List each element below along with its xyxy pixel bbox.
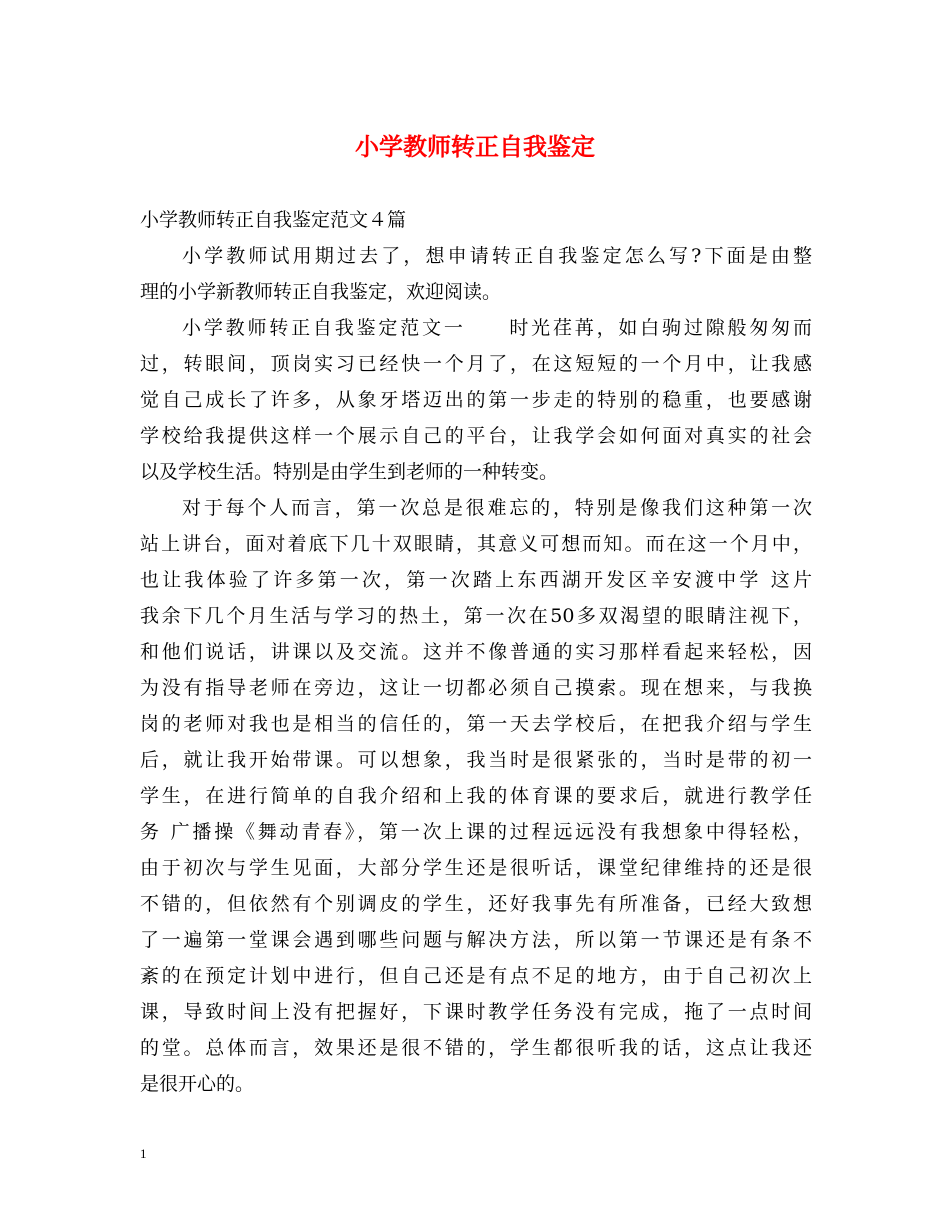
page-number: 1	[140, 1146, 147, 1161]
paragraph-line: 学生，在进行简单的自我介绍和上我的体育课的要求后，就进行教学任	[140, 785, 812, 807]
paragraph-line: 不错的，但依然有个别调皮的学生，还好我事先有所准备，已经大致想	[140, 893, 812, 915]
document-body	[140, 202, 812, 1102]
paragraph-line: 站上讲台，面对着底下几十双眼睛，其意义可想而知。而在这一个月中，	[140, 533, 812, 555]
paragraph-line: 觉自己成长了许多，从象牙塔迈出的第一步走的特别的稳重，也要感谢	[140, 389, 812, 411]
paragraph-line: 是很开心的。	[140, 1073, 255, 1095]
document-title: 小学教师转正自我鉴定	[355, 132, 595, 161]
paragraph-line: 过，转眼间，顶岗实习已经快一个月了，在这短短的一个月中，让我感	[140, 353, 812, 375]
paragraph-line: 理的小学新教师转正自我鉴定，欢迎阅读。	[140, 281, 502, 303]
paragraph-line: 的堂。总体而言，效果还是很不错的，学生都很听我的话，这点让我还	[140, 1037, 812, 1059]
paragraph-line: 课，导致时间上没有把握好，下课时教学任务没有完成，拖了一点时间	[140, 1001, 812, 1023]
paragraph-line: 岗的老师对我也是相当的信任的，第一天去学校后，在把我介绍与学生	[140, 713, 812, 735]
paragraph-line: 了一遍第一堂课会遇到哪些问题与解决方法，所以第一节课还是有条不	[140, 929, 812, 951]
paragraph-line: 以及学校生活。特别是由学生到老师的一种转变。	[140, 461, 559, 483]
subtitle-line: 小学教师转正自我鉴定范文４篇	[140, 209, 407, 231]
paragraph-line: 我余下几个月生活与学习的热土，第一次在50多双渴望的眼睛注视下，	[140, 605, 812, 627]
paragraph-line: 紊的在预定计划中进行，但自己还是有点不足的地方，由于自己初次上	[140, 965, 812, 987]
paragraph-line: 后，就让我开始带课。可以想象，我当时是很紧张的，当时是带的初一	[140, 749, 812, 771]
paragraph-line: 学校给我提供这样一个展示自己的平台，让我学会如何面对真实的社会	[140, 425, 812, 447]
paragraph-line: 也让我体验了许多第一次，第一次踏上东西湖开发区辛安渡中学 这片	[140, 569, 812, 591]
paragraph-line: 和他们说话，讲课以及交流。这并不像普通的实习那样看起来轻松，因	[140, 641, 812, 663]
paragraph-line: 小学教师试用期过去了，想申请转正自我鉴定怎么写?下面是由整	[182, 245, 812, 267]
paragraph-line: 对于每个人而言，第一次总是很难忘的，特别是像我们这种第一次	[182, 497, 812, 519]
paragraph-line: 务 广播操《舞动青春》，第一次上课的过程远远没有我想象中得轻松，	[140, 821, 812, 843]
paragraph-line: 小学教师转正自我鉴定范文一 时光荏苒，如白驹过隙般匆匆而	[182, 317, 812, 339]
paragraph-line: 由于初次与学生见面，大部分学生还是很听话，课堂纪律维持的还是很	[140, 857, 812, 879]
paragraph-line: 为没有指导老师在旁边，这让一切都必须自己摸索。现在想来，与我换	[140, 677, 812, 699]
